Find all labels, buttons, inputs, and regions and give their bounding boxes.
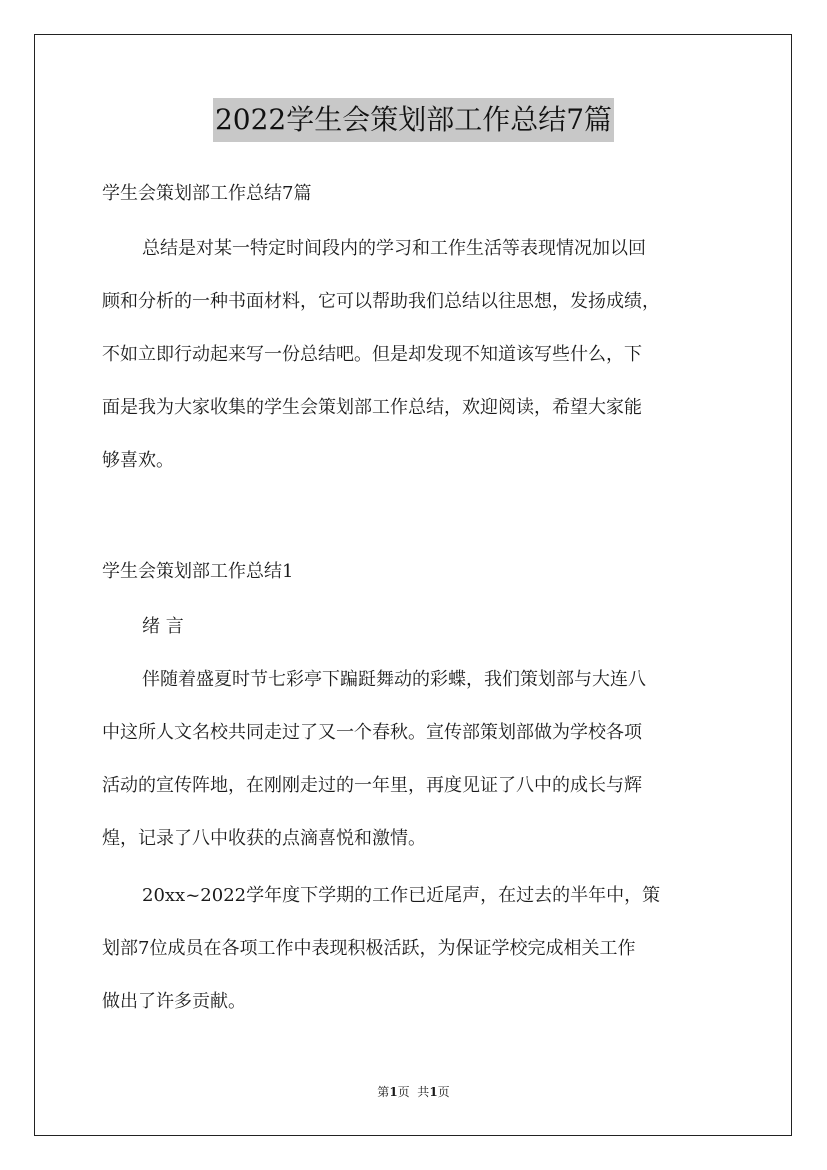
intro-line: 不如立即行动起来写一份总结吧。但是却发现不知道该写些什么，下: [102, 344, 642, 365]
paragraph-line: 活动的宣传阵地，在刚刚走过的一年里，再度见证了八中的成长与辉: [102, 775, 642, 796]
intro-line: 面是我为大家收集的学生会策划部工作总结，欢迎阅读，希望大家能: [102, 397, 642, 418]
intro-line: 顾和分析的一种书面材料，它可以帮助我们总结以往思想，发扬成绩，: [102, 291, 660, 312]
document-subtitle: 学生会策划部工作总结7篇: [102, 183, 312, 204]
section-heading: 学生会策划部工作总结1: [102, 561, 294, 582]
footer-suffix: 页: [437, 1085, 450, 1099]
paragraph-line: 做出了许多贡献。: [102, 991, 246, 1012]
footer-mid: 页 共: [397, 1085, 430, 1099]
paragraph-line: 煌，记录了八中收获的点滴喜悦和激情。: [102, 828, 426, 849]
document-title: 2022学生会策划部工作总结7篇: [213, 98, 614, 142]
footer-prefix: 第: [377, 1085, 390, 1099]
paragraph-line: 伴随着盛夏时节七彩亭下蹁跹舞动的彩蝶，我们策划部与大连八: [142, 669, 646, 690]
intro-line: 总结是对某一特定时间段内的学习和工作生活等表现情况加以回: [142, 238, 646, 259]
footer-page-number: 1: [389, 1085, 398, 1099]
footer-total-pages: 1: [429, 1085, 438, 1099]
paragraph-line: 中这所人文名校共同走过了又一个春秋。宣传部策划部做为学校各项: [102, 722, 642, 743]
paragraph-line: 20xx~2022学年度下学期的工作已近尾声，在过去的半年中，策: [142, 885, 661, 906]
title-container: [0, 98, 827, 142]
section-subheading: 绪 言: [142, 616, 184, 637]
intro-line: 够喜欢。: [102, 450, 174, 471]
page-footer: [0, 1082, 827, 1102]
paragraph-line: 划部7位成员在各项工作中表现积极活跃，为保证学校完成相关工作: [102, 938, 636, 959]
